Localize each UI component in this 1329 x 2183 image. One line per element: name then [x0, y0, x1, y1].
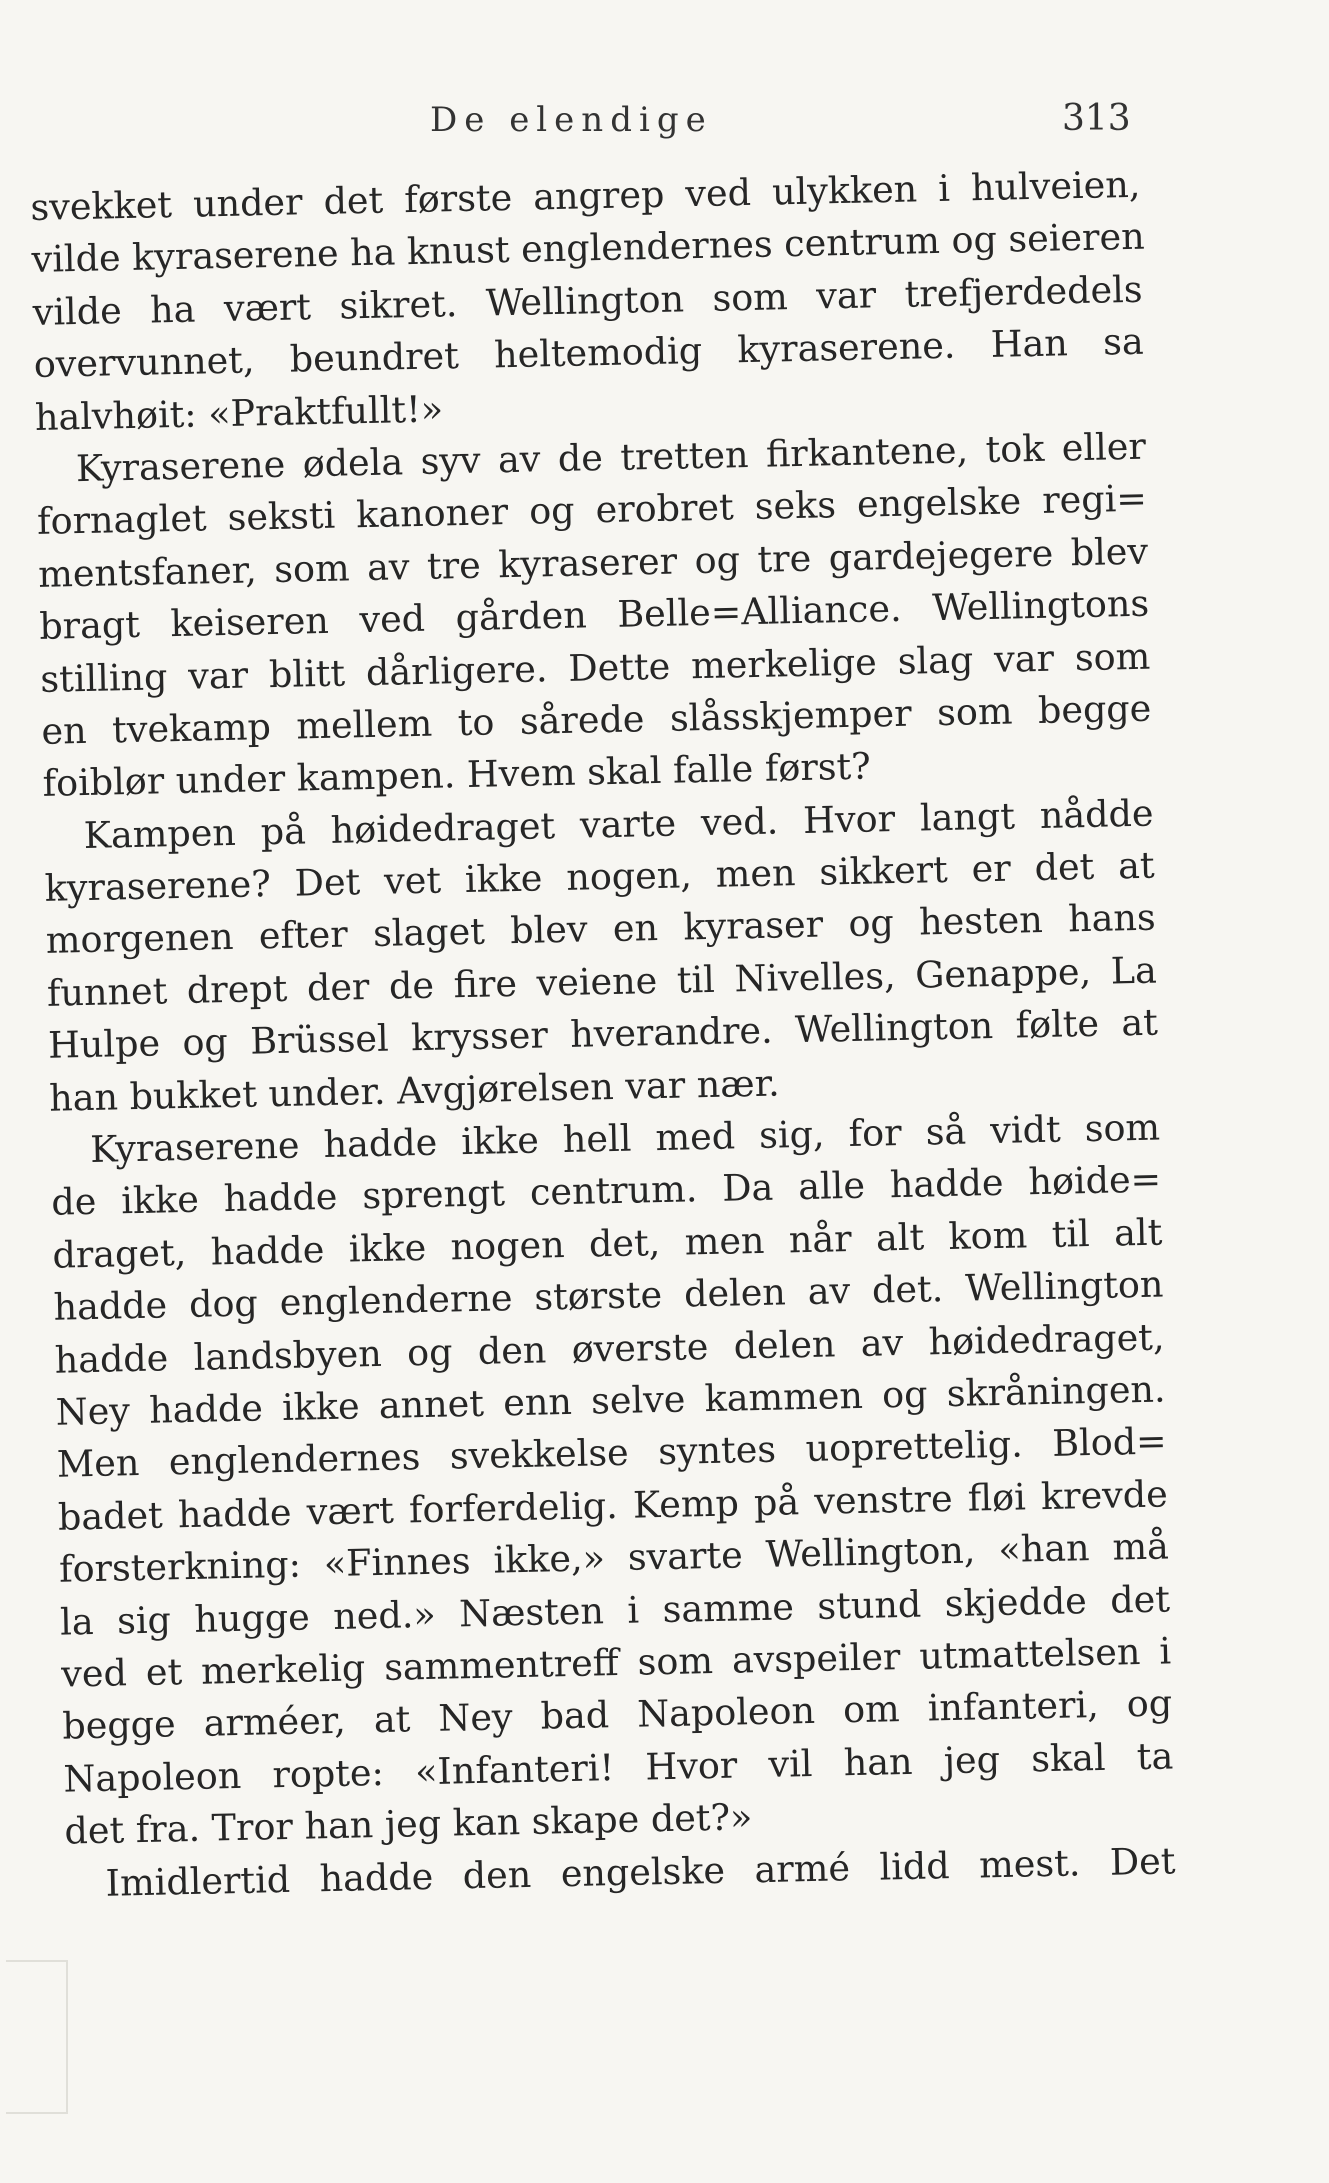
text-line: bragt keiseren ved gården Belle=Alliance. Wellingtons — [38, 581, 1150, 649]
text-line: Men englendernes svekkelse syntes uoprettelig. Blod= — [56, 1419, 1168, 1487]
text-line: la sig hugge ned.» Næsten i samme stund skjedde det — [59, 1576, 1171, 1644]
text-line: hadde dog englenderne største delen av det. Wellington — [53, 1262, 1164, 1329]
body-text — [30, 159, 1186, 1911]
text-line: stilling var blitt dårligere. Dette merkelige slag var som — [39, 634, 1151, 701]
text-line: kyraserene? Det vet ikke nogen, men sikkert er det at — [44, 843, 1156, 910]
text-line: Kampen på høidedraget varte ved. Hvor langt nådde — [83, 791, 1154, 857]
text-line: funnet drept der de fire veiene til Nivelles, Genappe, La — [46, 948, 1158, 1015]
text-line: svekket under det første angrep ved ulykken i hulveien, — [30, 162, 1141, 229]
text-line: Kyraserene ødela syv av de tretten firkantene, tok eller — [75, 424, 1147, 491]
text-line: Kyraserene hadde ikke hell med sig, for så vidt som — [89, 1105, 1161, 1171]
text-line: Hulpe og Brüssel krysser hverandre. Wellington følte at — [47, 1000, 1159, 1068]
page-number: 313 — [1062, 98, 1131, 139]
text-line: draget, hadde ikke nogen det, men når alt kom til alt — [52, 1210, 1163, 1277]
text-line: forsterkning: «Finnes ikke,» svarte Wellington, «han må — [58, 1524, 1170, 1591]
text-line: vilde ha vært sikret. Wellington som var trefjerdedels — [32, 267, 1143, 334]
text-line: vilde kyraserene ha knust englendernes centrum og seieren — [31, 215, 1146, 282]
text-line: en tvekamp mellem to sårede slåsskjemper som begge — [41, 686, 1152, 753]
text-line: ved et merkelig sammentreff som avspeiler utmattelsen i — [60, 1629, 1172, 1696]
text-line: Ney hadde ikke annet enn selve kammen og skråningen. — [55, 1367, 1166, 1434]
text-line: mentsfaner, som av tre kyraserer og tre gardejegere blev — [37, 529, 1149, 596]
text-line: overvunnet, beundret heltemodig kyraserene. Han sa — [33, 319, 1145, 387]
text-line: fornaglet seksti kanoner og erobret seks engelske regi= — [36, 477, 1148, 544]
text-line: han bukket under. Avgjørelsen var nær. — [48, 1061, 781, 1120]
text-line: Napoleon ropte: «Infanteri! Hvor vil han jeg skal ta — [62, 1734, 1174, 1801]
text-line: de ikke hadde sprengt centrum. Da alle hadde høide= — [50, 1157, 1162, 1225]
page-header — [0, 100, 1329, 160]
text-line: hadde landsbyen og den øverste delen av høidedraget, — [54, 1315, 1165, 1382]
text-line: halvhøit: «Praktfullt!» — [34, 386, 444, 439]
text-line: det fra. Tror han jeg kan skape det?» — [64, 1795, 753, 1853]
running-title: De elendige — [430, 100, 713, 140]
text-line: foiblør under kampen. Hvem skal falle først? — [42, 744, 872, 806]
text-line: badet hadde vært forferdelig. Kemp på venstre fløi krevde — [57, 1472, 1169, 1539]
text-line: begge arméer, at Ney bad Napoleon om infanteri, og — [61, 1681, 1173, 1748]
text-line: Imidlertid hadde den engelske armé lidd mest. Det — [105, 1838, 1176, 1905]
page-edge-mark — [6, 1960, 68, 2114]
text-line: morgenen efter slaget blev en kyraser og hesten hans — [45, 896, 1157, 963]
